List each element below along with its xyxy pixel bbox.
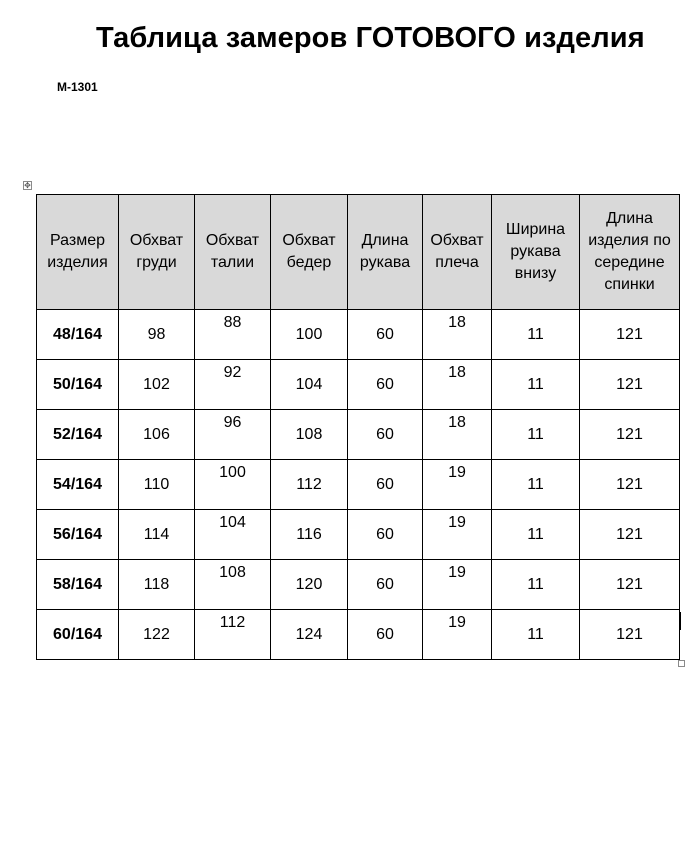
cell-waist: 92 <box>195 360 271 410</box>
table-header-row <box>37 195 680 310</box>
cell-size: 48/164 <box>37 310 119 360</box>
header-shoulder: Обхват плеча <box>423 195 492 310</box>
cell-hips: 124 <box>271 610 348 660</box>
cell-back-length: 121 <box>580 610 680 660</box>
cell-sleeve-width: 11 <box>492 560 580 610</box>
cell-sleeve-width: 11 <box>492 610 580 660</box>
cell-back-length: 121 <box>580 310 680 360</box>
cell-sleeve-length: 60 <box>348 460 423 510</box>
table-row <box>37 610 680 660</box>
cell-sleeve-width: 11 <box>492 360 580 410</box>
cell-chest: 106 <box>119 410 195 460</box>
cell-sleeve-width: 11 <box>492 410 580 460</box>
cell-back-length: 121 <box>580 360 680 410</box>
cell-size: 60/164 <box>37 610 119 660</box>
table-row <box>37 410 680 460</box>
cell-sleeve-length: 60 <box>348 560 423 610</box>
cell-back-length: 121 <box>580 560 680 610</box>
cell-sleeve-length: 60 <box>348 360 423 410</box>
cell-back-length: 121 <box>580 510 680 560</box>
table-row <box>37 560 680 610</box>
cell-size: 50/164 <box>37 360 119 410</box>
article-number: М-1301 <box>57 80 98 94</box>
cell-waist: 104 <box>195 510 271 560</box>
header-back-length: Длина изделия по середине спинки <box>580 195 680 310</box>
text-cursor <box>680 612 681 630</box>
cell-shoulder: 18 <box>423 360 492 410</box>
cell-waist: 112 <box>195 610 271 660</box>
cell-chest: 114 <box>119 510 195 560</box>
cell-sleeve-width: 11 <box>492 310 580 360</box>
cell-waist: 88 <box>195 310 271 360</box>
header-size: Размер изделия <box>37 195 119 310</box>
cell-shoulder: 19 <box>423 460 492 510</box>
page-title: Таблица замеров ГОТОВОГО изделия <box>96 22 645 54</box>
cell-back-length: 121 <box>580 410 680 460</box>
cell-shoulder: 18 <box>423 410 492 460</box>
cell-shoulder: 19 <box>423 610 492 660</box>
table-resize-handle[interactable] <box>678 660 685 667</box>
header-waist: Обхват талии <box>195 195 271 310</box>
cell-sleeve-length: 60 <box>348 310 423 360</box>
cell-size: 52/164 <box>37 410 119 460</box>
cell-chest: 118 <box>119 560 195 610</box>
cell-hips: 120 <box>271 560 348 610</box>
cell-shoulder: 19 <box>423 510 492 560</box>
table-row <box>37 460 680 510</box>
cell-waist: 100 <box>195 460 271 510</box>
cell-waist: 108 <box>195 560 271 610</box>
table-row <box>37 360 680 410</box>
cell-hips: 104 <box>271 360 348 410</box>
cell-hips: 112 <box>271 460 348 510</box>
table-move-handle-icon[interactable]: ✥ <box>24 181 31 190</box>
header-sleeve-width: Ширина рукава внизу <box>492 195 580 310</box>
cell-back-length: 121 <box>580 460 680 510</box>
cell-sleeve-length: 60 <box>348 410 423 460</box>
cell-waist: 96 <box>195 410 271 460</box>
cell-chest: 98 <box>119 310 195 360</box>
table-row <box>37 310 680 360</box>
cell-chest: 110 <box>119 460 195 510</box>
cell-shoulder: 18 <box>423 310 492 360</box>
cell-sleeve-width: 11 <box>492 460 580 510</box>
cell-size: 56/164 <box>37 510 119 560</box>
table-row <box>37 510 680 560</box>
cell-sleeve-length: 60 <box>348 610 423 660</box>
cell-sleeve-length: 60 <box>348 510 423 560</box>
cell-hips: 108 <box>271 410 348 460</box>
cell-size: 58/164 <box>37 560 119 610</box>
cell-chest: 122 <box>119 610 195 660</box>
cell-hips: 100 <box>271 310 348 360</box>
header-chest: Обхват груди <box>119 195 195 310</box>
cell-shoulder: 19 <box>423 560 492 610</box>
cell-size: 54/164 <box>37 460 119 510</box>
cell-sleeve-width: 11 <box>492 510 580 560</box>
cell-chest: 102 <box>119 360 195 410</box>
header-sleeve-length: Длина рукава <box>348 195 423 310</box>
cell-hips: 116 <box>271 510 348 560</box>
header-hips: Обхват бедер <box>271 195 348 310</box>
size-chart-table <box>36 194 680 660</box>
